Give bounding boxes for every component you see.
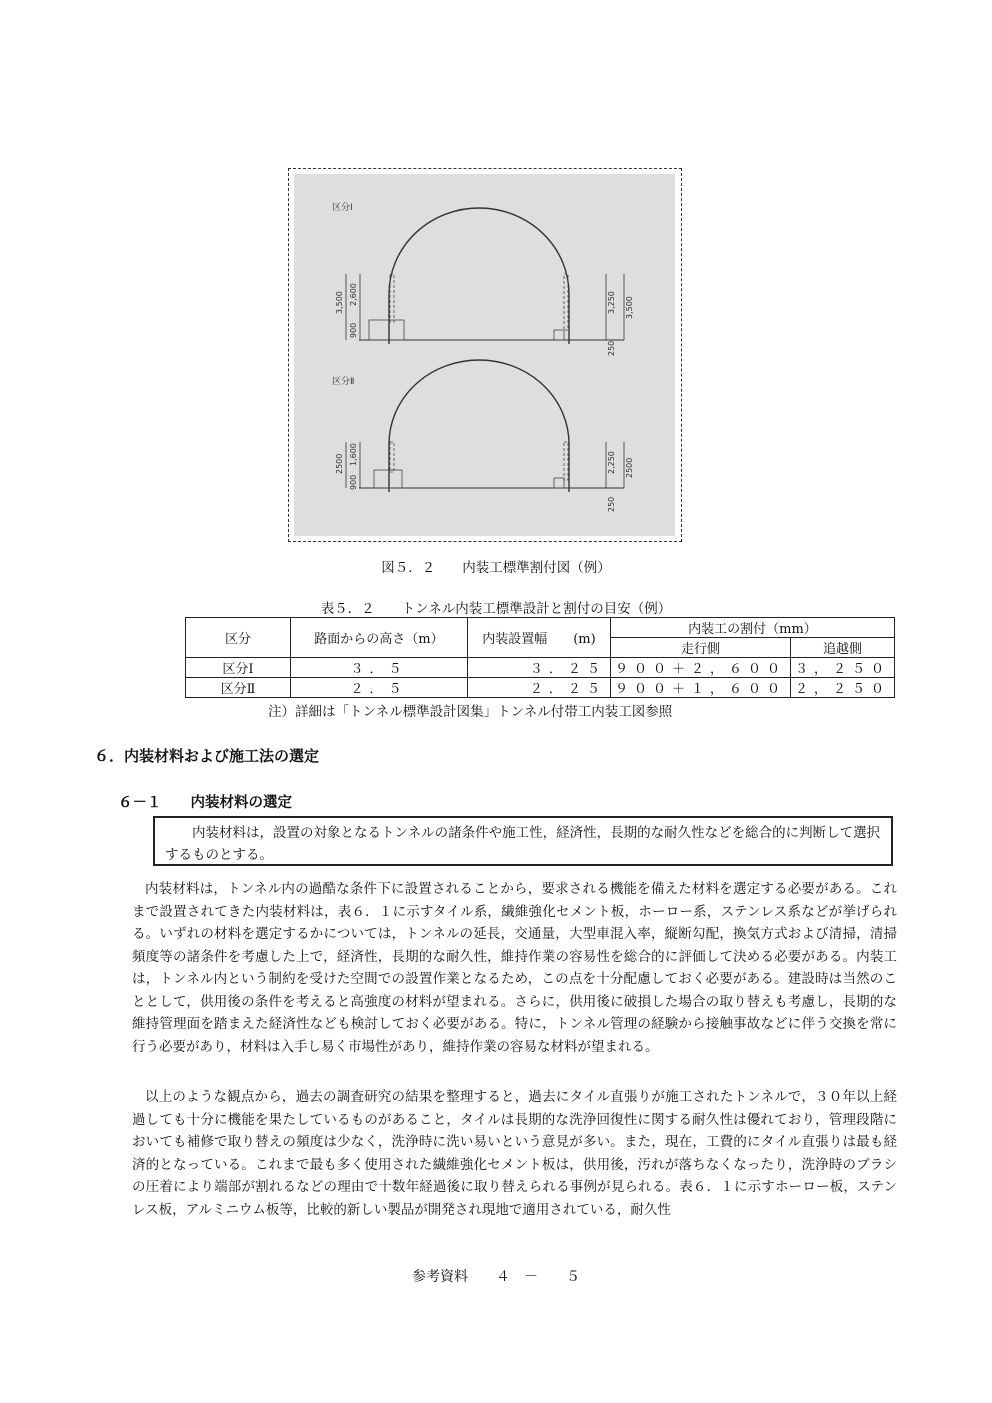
cell-height: ２．５ (290, 678, 467, 698)
dim-1600: 1,600 (349, 443, 358, 466)
section-2-label: 区分Ⅱ (332, 377, 355, 387)
tunnel-drawing (294, 174, 675, 536)
cell-drive: ９００＋２，６００ (610, 658, 790, 678)
section-heading: ６．内装材料および施工法の選定 (94, 747, 320, 765)
header-width-unit: (m) (573, 632, 596, 647)
table-note: 注）詳細は「トンネル標準設計図集」トンネル付帯工内装工図参照 (268, 704, 673, 720)
cell-kubun: 区分Ⅱ (186, 678, 291, 698)
header-layout: 内装工の割付（mm） (610, 618, 894, 638)
paragraph-1: 内装材料は，トンネル内の過酷な条件下に設置されることから，要求される機能を備えた材料を選定する必要がある。これまで設置されてきた内装材料は，表６．１に示すタイル系，繊維強化セメント板，ホーロー系，ステンレス系などが挙げられる。いずれの材料を選定するかについては，トンネルの延長，交通量，大型車混入率，縦断勾配，換気方式および清掃，清掃頻度等の諸条件を考慮した上で，経済性，長期的な耐久性，維持作業の容易性を総合的に評価して決める必要がある。内装工は，トンネル内という制約を受けた空間での設置作業となるため，この点を十分配慮しておく必要がある。建設時は当然のこととして，供用後の条件を考えると高強度の材料が望まれる。さらに，供用後に破損した場合の取り替えも考慮し，長期的な維持管理面を踏まえた経済性なども検討しておく必要がある。特に，トンネル管理の経験から接触事故などに伴う交換を常に行う必要があり，材料は入手し易く市場性があり，維持作業の容易な材料が望まれる。 (132, 881, 897, 1055)
cell-width: ２．２５ (467, 678, 610, 698)
figure-caption: 図５．２ 内装工標準割付図（例） (381, 560, 611, 576)
walkway-1 (369, 320, 404, 340)
tunnel-arch-1 (389, 208, 569, 344)
tunnel-cross-section-figure (294, 174, 675, 536)
dim-250: 250 (607, 340, 616, 356)
spec-table (185, 617, 895, 698)
paragraph-2: 以上のような観点から，過去の調査研究の結果を整理すると，過去にタイル直張りが施工されたトンネルで，３０年以上経過しても十分に機能を果たしているものがあること，タイルは長期的な洗浄回復性に関する耐久性は優れており，管理段階においても補修で取り替えの頻度は少なく，洗浄時に洗い易いという意見が多い。また，現在，工費的にタイル直張りは最も経済的となっている。これまで最も多く使用された繊維強化セメント板は，供用後，汚れが落ちなくなったり，洗浄時のブラシの圧着により端部が割れるなどの理由で十数年経過後に取り替えられる事例が見られる。表６．１に示すホーロー板，ステンレス板，アルミニウム板等，比較的新しい製品が開発され現地で適用されている，耐久性 (132, 1089, 897, 1218)
page-footer: 参考資料 ４ － ５ (412, 1269, 580, 1285)
cell-pass: ３，２５０ (790, 658, 894, 678)
table-row (186, 678, 895, 698)
walkway-2 (374, 470, 402, 488)
dim-2500-right: 2500 (625, 457, 634, 478)
tunnel-arch-2 (389, 360, 569, 492)
lining-left-2 (390, 442, 394, 472)
cell-width: ３．２５ (467, 658, 610, 678)
table-caption: 表５．２ トンネル内装工標準設計と割付の目安（例） (320, 601, 672, 617)
cell-kubun: 区分Ⅰ (186, 658, 291, 678)
principle-text: 内装材料は，設置の対象となるトンネルの諸条件や施工性，経済性，長期的な耐久性などを総合的に判断して選択するものとする。 (165, 825, 881, 863)
sub-heading: ６－１ 内装材料の選定 (118, 795, 292, 811)
table-header-row (186, 618, 895, 638)
table-row (186, 658, 895, 678)
dim-2500-left: 2500 (335, 453, 344, 474)
header-kubun: 区分 (186, 618, 291, 658)
dim-2250: 2,250 (607, 451, 616, 474)
lining-right-2 (564, 442, 568, 480)
dim-900-b: 900 (349, 474, 358, 490)
section-1-label: 区分Ⅰ (332, 203, 353, 213)
dim-3250: 3,250 (607, 291, 616, 314)
header-drive: 走行側 (610, 638, 790, 658)
cell-drive: ９００＋１，６００ (610, 678, 790, 698)
curb-2 (554, 478, 564, 488)
curb-1 (554, 330, 564, 340)
cell-height: ３．５ (290, 658, 467, 678)
figure-frame (288, 168, 682, 542)
principle-box (153, 816, 893, 866)
lining-right-1 (564, 274, 568, 330)
dim-3500-left: 3,500 (335, 291, 344, 314)
cell-pass: ２，２５０ (790, 678, 894, 698)
header-pass: 追越側 (790, 638, 894, 658)
header-height: 路面からの高さ（m） (290, 618, 467, 658)
dim-250-b: 250 (607, 496, 616, 512)
header-width-label: 内装設置幅 (482, 632, 548, 647)
header-width (467, 618, 610, 658)
dim-900: 900 (349, 322, 358, 338)
dim-3500-right: 3,500 (625, 296, 634, 319)
dim-2600: 2,600 (349, 283, 358, 306)
